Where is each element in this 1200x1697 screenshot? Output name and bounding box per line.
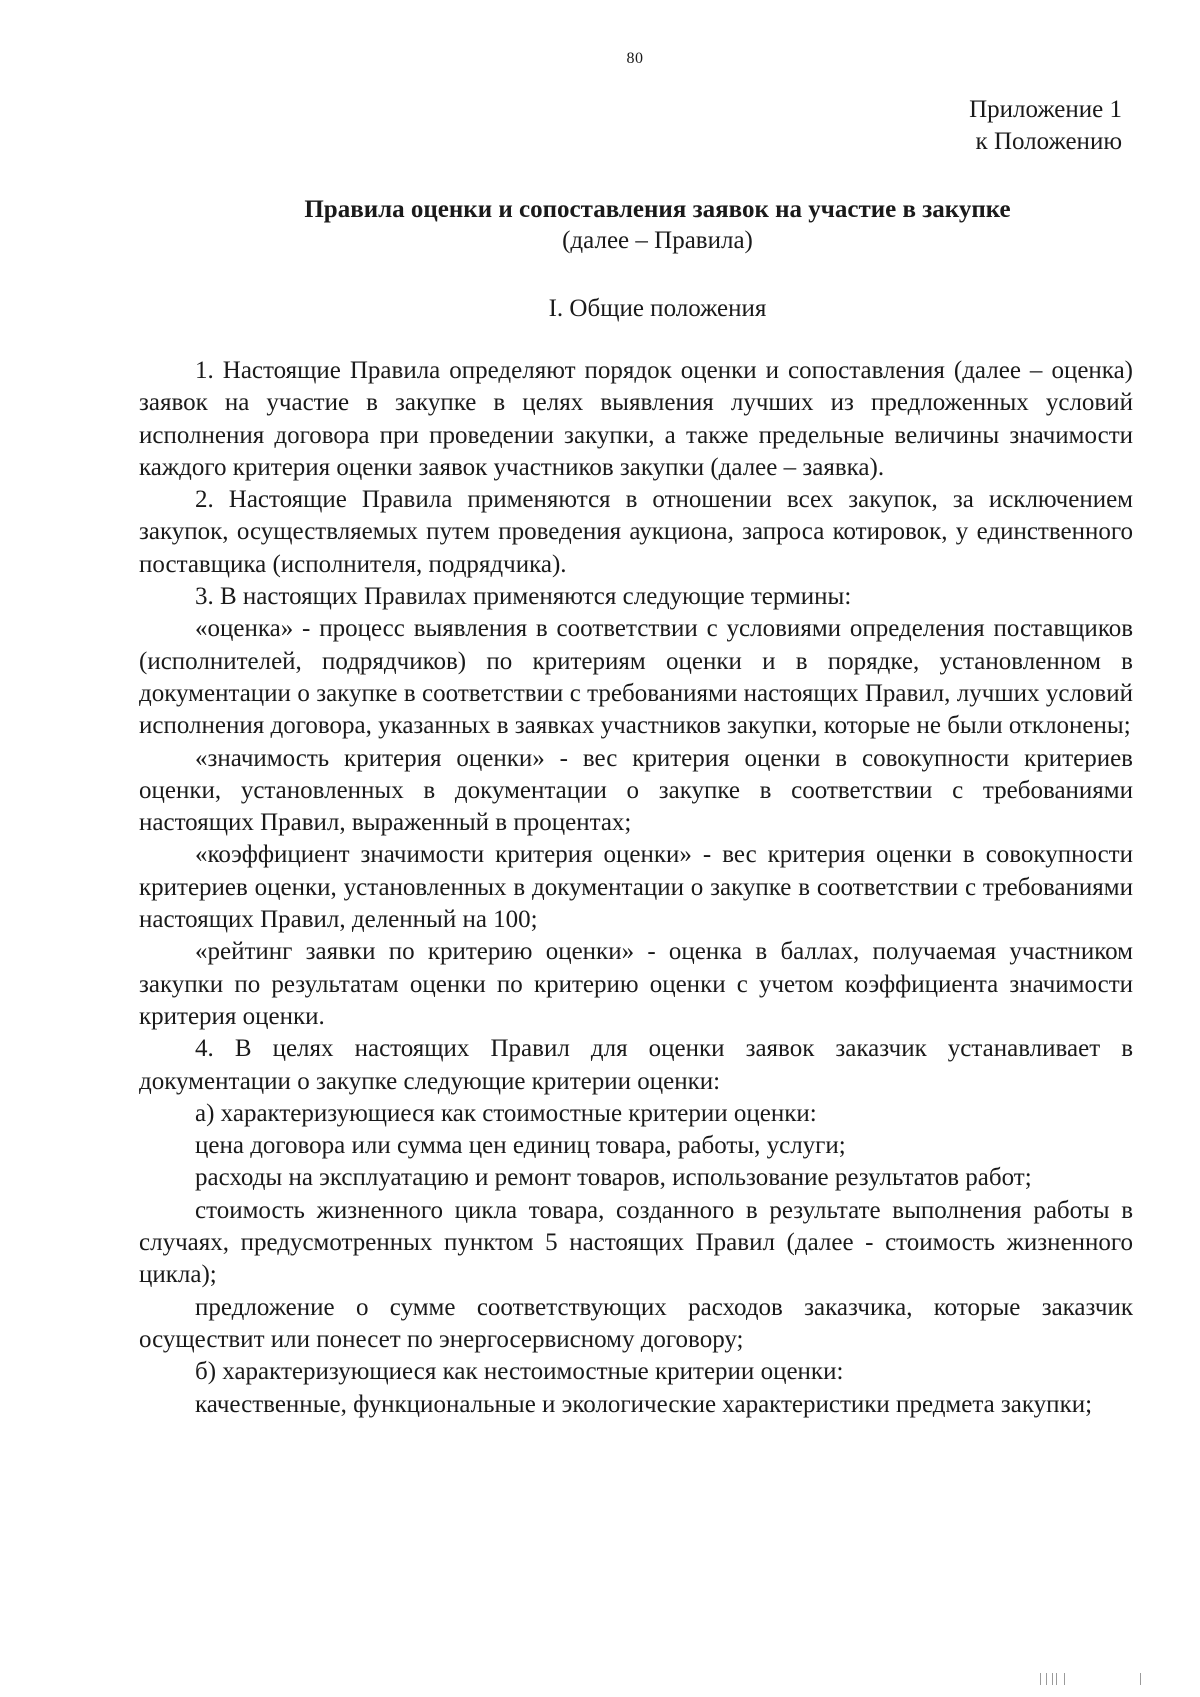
appendix-line-1: Приложение 1: [969, 96, 1122, 123]
paragraph: расходы на эксплуатацию и ремонт товаров, использование результатов работ;: [195, 1164, 1032, 1192]
page-number: 80: [626, 50, 644, 67]
paragraph: б) характеризующиеся как нестоимостные критерии оценки:: [195, 1358, 844, 1386]
document-subtitle: (далее – Правила): [562, 227, 753, 254]
appendix-line-2: к Положению: [975, 128, 1122, 155]
paragraph: 3. В настоящих Правилах применяются следующие термины:: [195, 583, 852, 611]
paragraph: предложение о сумме соответствующих расходов заказчика, которые заказчик осуществит или понесет по энергосервисному договору;: [139, 1293, 1133, 1353]
paragraph: «коэффициент значимости критерия оценки» - вес критерия оценки в совокупности критериев оценки, установленных в документации о закупке в соответствии с требованиями настоящих Правил, деленный на 100;: [139, 841, 1133, 934]
appendix-reference: [969, 94, 1122, 158]
paragraph: 4. В целях настоящих Правил для оценки заявок заказчик устанавливает в документации о закупке следующие критерии оценки:: [139, 1035, 1133, 1095]
body-text: [139, 355, 1133, 1421]
paragraph: цена договора или сумма цен единиц товара, работы, услуги;: [195, 1132, 846, 1160]
title-block: [0, 194, 1200, 256]
paragraph: 1. Настоящие Правила определяют порядок оценки и сопоставления (далее – оценка) заявок на участие в закупке в целях выявления лучших из предложенных условий исполнения договора при проведении закупки, а также предельные величины значимости каждого критерия оценки заявок участников закупки (далее – заявка).: [139, 357, 1133, 481]
paragraph: 2. Настоящие Правила применяются в отношении всех закупок, за исключением закупок, осуществляемых путем проведения аукциона, запроса котировок, у единственного поставщика (исполнителя, подрядчика).: [139, 486, 1133, 578]
scan-artifact-marks: [1020, 1673, 1160, 1687]
paragraph: качественные, функциональные и экологические характеристики предмета закупки;: [195, 1390, 1093, 1418]
paragraph: а) характеризующиеся как стоимостные критерии оценки:: [195, 1099, 817, 1127]
paragraph: «рейтинг заявки по критерию оценки» - оценка в баллах, получаемая участником закупки по результатам оценки по критерию оценки с учетом коэффициента значимости критерия оценки.: [139, 938, 1133, 1030]
document-title: Правила оценки и сопоставления заявок на участие в закупке: [304, 196, 1011, 223]
paragraph: «значимость критерия оценки» - вес критерия оценки в совокупности критериев оценки, установленных в документации о закупке в соответствии с требованиями настоящих Правил, выраженный в процентах;: [139, 744, 1133, 837]
paragraph: стоимость жизненного цикла товара, созданного в результате выполнения работы в случаях, предусмотренных пунктом 5 настоящих Правил (далее - стоимость жизненного цикла);: [139, 1196, 1133, 1289]
section-heading: I. Общие положения: [548, 295, 767, 322]
paragraph: «оценка» - процесс выявления в соответствии с условиями определения поставщиков (исполнителей, подрядчиков) по критериям оценки и в порядке, установленном в документации о закупке в соответствии с требованиями настоящих Правил, лучших условий исполнения договора, указанных в заявках участников закупки, которые не были отклонены;: [139, 615, 1133, 740]
